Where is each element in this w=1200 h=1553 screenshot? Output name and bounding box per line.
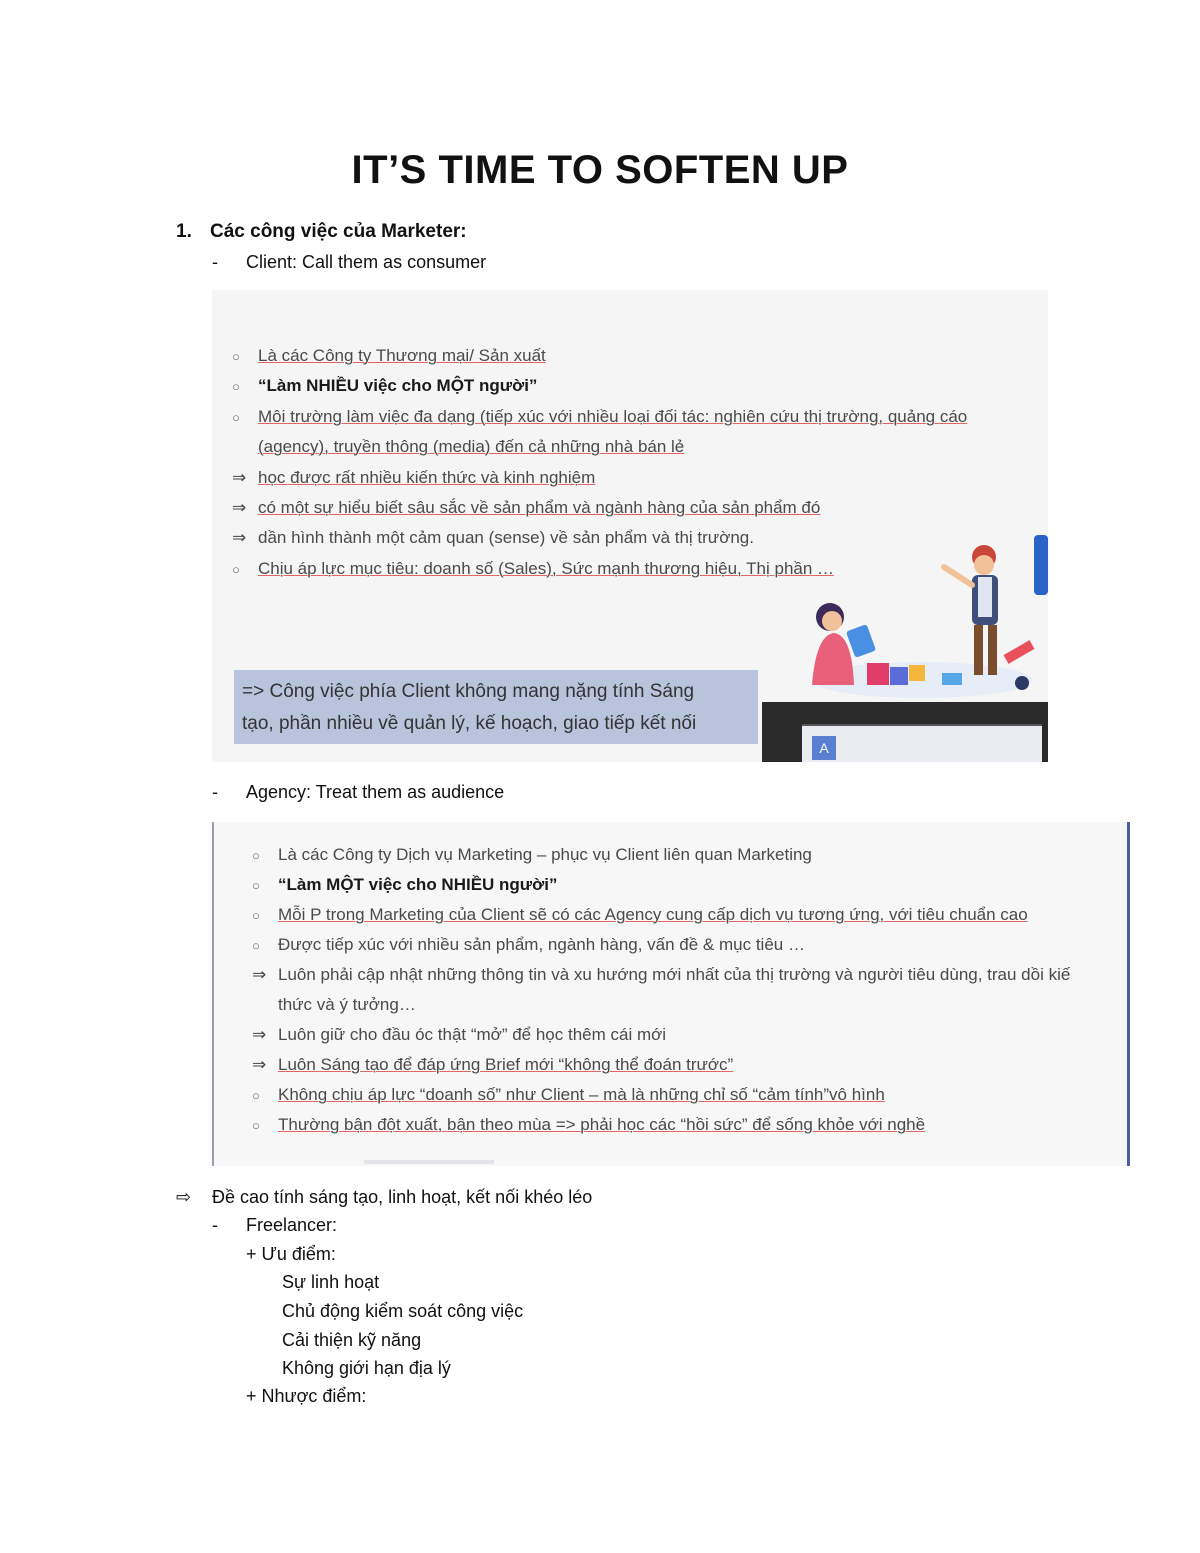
client-screenshot	[212, 290, 1048, 762]
pros-item: Sự linh hoạt	[282, 1272, 380, 1292]
circle-bullet-icon: ○	[252, 1088, 260, 1103]
screen-badge: A	[812, 736, 836, 760]
double-arrow-icon: ⇒	[232, 528, 247, 547]
shot-line: thức và ý tưởng…	[278, 995, 416, 1014]
freelancer-item	[212, 1213, 337, 1237]
freelancer-label: Freelancer:	[246, 1215, 338, 1235]
section-heading-text: Các công việc của Marketer:	[210, 221, 467, 242]
shot-line: ⇒ dần hình thành một cảm quan (sense) về sản phẩm và thị trường.	[232, 528, 754, 547]
agency-screenshot	[212, 822, 1130, 1166]
circle-bullet-icon: ○	[232, 349, 240, 364]
client-text: Call them as consumer	[297, 252, 487, 272]
office-people-illustration	[772, 535, 1048, 705]
page-title: IT’S TIME TO SOFTEN UP	[351, 148, 849, 192]
shot-line: ○ Môi trường làm việc đa dạng (tiếp xúc với nhiều loại đối tác: nghiên cứu thị trường, quảng cáo	[232, 406, 967, 429]
shot-line: ○ “Làm NHIỀU việc cho MỘT người”	[232, 375, 537, 398]
section-heading	[176, 221, 467, 243]
double-arrow-icon: ⇒	[232, 468, 247, 487]
shot-line: ○ Là các Công ty Dịch vụ Marketing – phục vụ Client liên quan Marketing	[252, 844, 812, 867]
circle-bullet-icon: ○	[252, 848, 260, 863]
client-item	[212, 250, 486, 274]
divider	[364, 1160, 494, 1164]
double-arrow-icon: ⇒	[252, 965, 267, 984]
double-arrow-icon: ⇒	[252, 1055, 267, 1074]
pros-item: Chủ động kiểm soát công việc	[282, 1301, 524, 1321]
double-arrow-icon: ⇒	[232, 498, 247, 517]
shot-line: (agency), truyền thông (media) đến cả những nhà bán lẻ	[258, 437, 685, 456]
shot-line: ⇒ có một sự hiểu biết sâu sắc về sản phẩm và ngành hàng của sản phẩm đó	[232, 498, 821, 517]
shot-line: ○ Thường bận đột xuất, bận theo mùa => phải học các “hồi sức” để sống khỏe với nghề	[252, 1114, 925, 1137]
client-callout: => Công việc phía Client không mang nặng tính Sáng tạo, phần nhiều về quản lý, kế hoạch, giao tiếp kết nối	[234, 670, 758, 744]
circle-bullet-icon: ○	[252, 938, 260, 953]
dash-bullet: -	[212, 782, 218, 802]
circle-bullet-icon: ○	[252, 908, 260, 923]
circle-bullet-icon: ○	[252, 1118, 260, 1133]
circle-bullet-icon: ○	[232, 379, 240, 394]
pros-label: + Ưu điểm:	[246, 1244, 336, 1264]
shot-line: ○ Chịu áp lực mục tiêu: doanh số (Sales), Sức mạnh thương hiệu, Thị phần …	[232, 558, 834, 581]
shot-line: ○ Mỗi P trong Marketing của Client sẽ có các Agency cung cấp dịch vụ tương ứng, với tiêu chuẩn cao	[252, 904, 1028, 927]
pros-item: Cải thiện kỹ năng	[282, 1330, 422, 1350]
agency-label: Agency:	[246, 782, 312, 802]
shot-line: ○ “Làm MỘT việc cho NHIỀU người”	[252, 874, 557, 897]
circle-bullet-icon: ○	[232, 410, 240, 425]
pros-item: Không giới hạn địa lý	[282, 1358, 451, 1378]
shot-line: ⇒ Luôn giữ cho đầu óc thật “mở” để học thêm cái mới	[252, 1025, 667, 1044]
laptop-screen-graphic	[762, 702, 1048, 762]
agency-item	[212, 780, 504, 804]
shot-line: ○ Được tiếp xúc với nhiều sản phẩm, ngành hàng, vấn đề & mục tiêu …	[252, 934, 805, 957]
double-arrow-icon: ⇒	[252, 1025, 267, 1044]
conclusion-text: Đề cao tính sáng tạo, linh hoạt, kết nối khéo léo	[212, 1187, 593, 1207]
shot-line: ⇒ Luôn phải cập nhật những thông tin và xu hướng mới nhất của thị trường và người tiêu dùng, trau dồi kiế	[252, 965, 1071, 984]
section-number: 1.	[176, 221, 192, 242]
shot-line: ○ Là các Công ty Thương mại/ Sản xuất	[232, 345, 546, 368]
shot-line: ⇒ Luôn Sáng tạo để đáp ứng Brief mới “không thể đoán trước”	[252, 1055, 734, 1074]
dash-bullet: -	[212, 1215, 218, 1235]
shot-line: ○ Không chịu áp lực “doanh số” như Client – mà là những chỉ số “cảm tính”vô hình	[252, 1084, 885, 1107]
circle-bullet-icon: ○	[232, 562, 240, 577]
shot-line: ⇒ học được rất nhiều kiến thức và kinh nghiệm	[232, 468, 596, 487]
hollow-arrow-icon: ⇨	[176, 1187, 192, 1207]
cons-label: + Nhược điểm:	[246, 1386, 367, 1406]
conclusion-item	[176, 1185, 592, 1209]
client-label: Client:	[246, 252, 298, 272]
dash-bullet: -	[212, 252, 218, 272]
agency-text: Treat them as audience	[311, 782, 505, 802]
circle-bullet-icon: ○	[252, 878, 260, 893]
